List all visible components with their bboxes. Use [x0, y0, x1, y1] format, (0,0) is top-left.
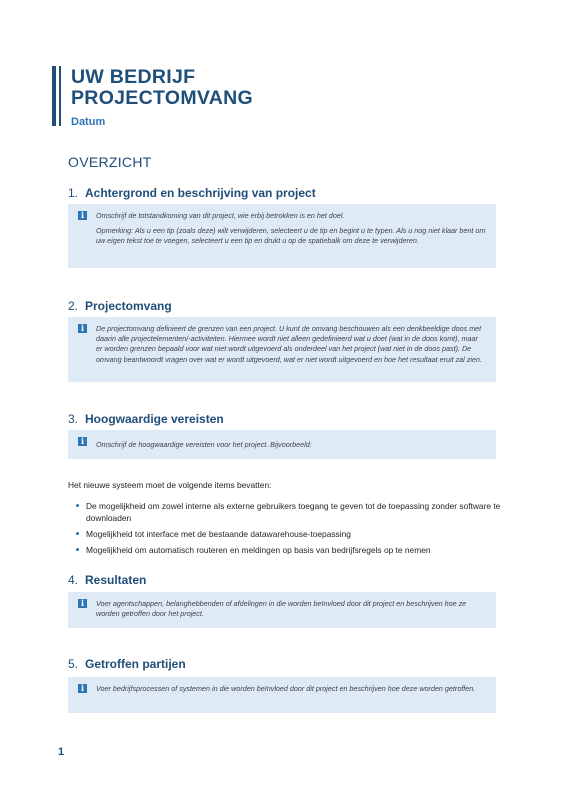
section-number: 4.	[68, 573, 79, 587]
overview-heading: OVERZICHT	[68, 154, 152, 170]
section-heading-affected-parties	[68, 657, 186, 671]
info-icon: i	[78, 684, 87, 693]
section-number: 5.	[68, 657, 79, 671]
requirements-list	[76, 500, 506, 560]
info-icon: i	[78, 324, 87, 333]
section-number: 3.	[68, 412, 79, 426]
requirements-intro[interactable]: Het nieuwe systeem moet de volgende items bevatten:	[68, 480, 272, 490]
list-item[interactable]: De mogelijkheid om zowel interne als externe gebruikers toegang te geven tot de toepassing zonder software te downloaden	[76, 500, 506, 524]
tip-text: Voer bedrijfsprocessen of systemen in die worden beïnvloed door dit project en beschrijven hoe deze worden getroffen.	[96, 684, 476, 693]
tip-box-background[interactable]	[68, 204, 496, 268]
section-heading-results	[68, 573, 146, 587]
tip-text: Omschrijf de hoogwaardige vereisten voor het project. Bijvoorbeeld:	[96, 440, 312, 449]
company-name[interactable]: UW BEDRIJF	[71, 66, 196, 88]
tip-text: Omschrijf de totstandkoming van dit project, wie erbij betrokken is en het doel.	[96, 211, 345, 220]
section-heading-requirements	[68, 412, 224, 426]
page-number: 1	[58, 746, 65, 758]
accent-bar-thick	[52, 66, 56, 126]
list-item[interactable]: Mogelijkheid om automatisch routeren en meldingen op basis van bedrijfsregels op te nemen	[76, 544, 506, 556]
document-title-block	[71, 67, 253, 128]
section-number: 2.	[68, 299, 79, 313]
tip-text: Opmerking: Als u een tip (zoals deze) wilt verwijderen, selecteert u de tip en begint u te typen. Als u nog niet klaar bent om uw eigen tekst toe te voegen, selecteert u een tip en drukt u op de spatiebalk om deze te verwijderen.	[96, 226, 486, 246]
info-icon: i	[78, 211, 87, 220]
tip-box-affected-parties[interactable]	[68, 677, 496, 713]
section-title: Achtergrond en beschrijving van project	[85, 186, 316, 200]
accent-bar-thin	[59, 66, 61, 126]
tip-box-scope[interactable]	[68, 317, 496, 382]
section-title: Hoogwaardige vereisten	[85, 412, 224, 426]
tip-box-results[interactable]	[68, 592, 496, 628]
tip-text: De projectomvang definieert de grenzen van een project. U kunt de omvang beschouwen als een denkbeeldige doos met daarin alle projectelementen/-activiteiten. Hiermee wordt niet alleen gedefinieerd wat u doet (wat in de doos komt), maar er worden grenzen bepaald voor wat niet wordt uitgevoerd als onderdeel van het project (wat niet in de doos past). De omvang beantwoordt vragen over wat er wordt uitgevoerd, wat er niet wordt uitgevoerd en hoe het resultaat eruit zal zien.	[96, 324, 482, 364]
document-title[interactable]: PROJECTOMVANG	[71, 87, 253, 109]
tip-box-requirements[interactable]	[68, 430, 496, 459]
header-accent-bars	[52, 66, 62, 126]
section-title: Projectomvang	[85, 299, 172, 313]
tip-text: Voer agentschappen, belanghebbenden of afdelingen in die worden beïnvloed door dit project en beschrijven hoe ze worden getroffen door het project.	[96, 599, 467, 619]
section-heading-background	[68, 186, 316, 200]
list-item[interactable]: Mogelijkheid tot interface met de bestaande datawarehouse-toepassing	[76, 528, 506, 540]
section-heading-scope	[68, 299, 172, 313]
info-icon: i	[78, 599, 87, 608]
section-number: 1.	[68, 186, 79, 200]
section-title: Resultaten	[85, 573, 147, 587]
info-icon: i	[78, 437, 87, 446]
section-title: Getroffen partijen	[85, 657, 186, 671]
date-field[interactable]: Datum	[71, 116, 106, 128]
